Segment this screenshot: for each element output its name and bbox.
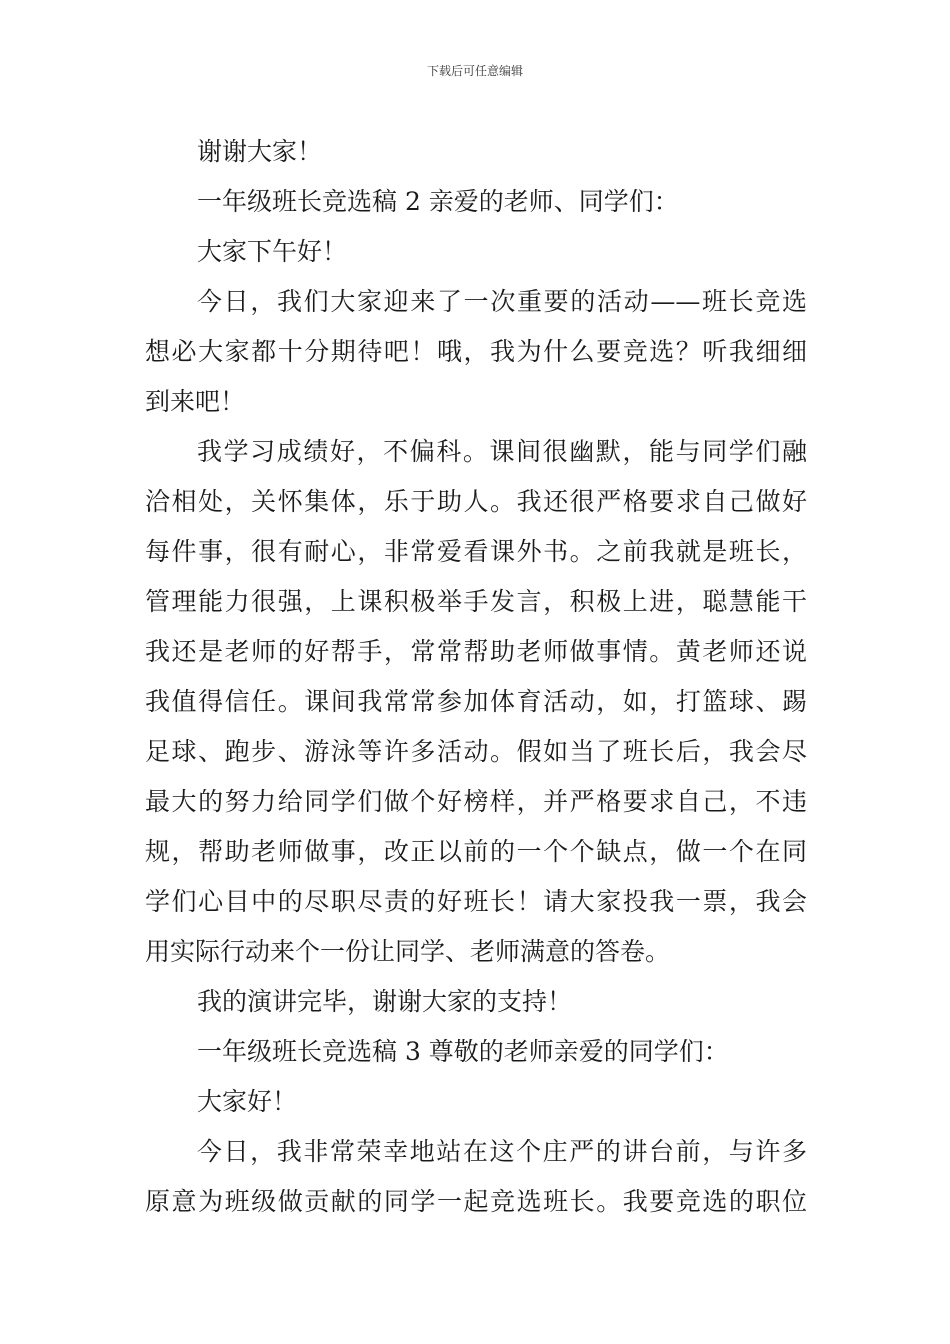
- text-line: 洽相处，关怀集体，乐于助人。我还很严格要求自己做好: [145, 487, 807, 516]
- document-body: [145, 127, 807, 1227]
- page-header: 下载后可任意编辑: [426, 64, 523, 78]
- text-line: 我学习成绩好，不偏科。课间很幽默，能与同学们融: [197, 437, 807, 466]
- text-line: 用实际行动来个一份让同学、老师满意的答卷。: [145, 937, 671, 966]
- text-line: 大家好！: [197, 1087, 298, 1116]
- text-line: 原意为班级做贡献的同学一起竞选班长。我要竞选的职位: [145, 1187, 807, 1216]
- text-line: 我还是老师的好帮手，常常帮助老师做事情。黄老师还说: [145, 637, 807, 666]
- text-line: 学们心目中的尽职尽责的好班长！请大家投我一票，我会: [145, 887, 807, 916]
- text-line: 到来吧！: [145, 387, 246, 416]
- text-line: 每件事，很有耐心，非常爱看课外书。之前我就是班长，: [145, 537, 807, 566]
- text-line: 我值得信任。课间我常常参加体育活动，如，打篮球、踢: [145, 687, 807, 716]
- text-line: 规，帮助老师做事，改正以前的一个个缺点，做一个在同: [145, 837, 807, 866]
- text-line: 今日，我非常荣幸地站在这个庄严的讲台前，与许多: [197, 1137, 807, 1166]
- text-line: 一年级班长竞选稿 3 尊敬的老师亲爱的同学们：: [197, 1037, 729, 1066]
- text-line: 大家下午好！: [197, 237, 348, 266]
- text-line: 管理能力很强，上课积极举手发言，积极上进，聪慧能干: [145, 587, 807, 616]
- text-line: 最大的努力给同学们做个好榜样，并严格要求自己，不违: [145, 787, 807, 816]
- text-line: 足球、跑步、游泳等许多活动。假如当了班长后，我会尽: [145, 737, 807, 766]
- text-line: 今日，我们大家迎来了一次重要的活动——班长竞选: [197, 287, 807, 316]
- text-line: 一年级班长竞选稿 2 亲爱的老师、同学们：: [197, 187, 679, 216]
- text-line: 我的演讲完毕，谢谢大家的支持！: [197, 987, 573, 1016]
- text-line: 想必大家都十分期待吧！哦，我为什么要竞选？听我细细: [145, 337, 807, 366]
- text-line: 谢谢大家！: [197, 137, 323, 166]
